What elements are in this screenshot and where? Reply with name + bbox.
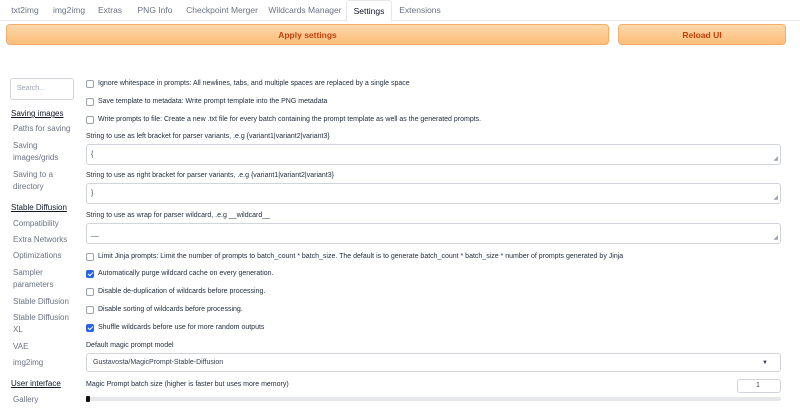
wildcard-wrap-value: __: [91, 230, 99, 237]
sidebar-item-compatibility[interactable]: Compatibility: [13, 219, 59, 228]
magic-model-select[interactable]: [86, 353, 781, 372]
sidebar-item-sdxl[interactable]: [13, 312, 69, 336]
tab-bar: [0, 0, 800, 21]
disable-dedup-label: Disable de-duplication of wildcards before processing.: [98, 288, 266, 295]
batch-size-slider-track[interactable]: [86, 397, 781, 401]
chevron-down-icon: ▼: [762, 360, 768, 366]
sidebar-item-label: images/grids: [13, 153, 59, 162]
auto-purge-label: Automatically purge wildcard cache on every generation.: [98, 270, 274, 277]
tab-png-info[interactable]: PNG Info: [137, 5, 173, 15]
ignore-whitespace-label: Ignore whitespace in prompts: All newlines, tabs, and multiple spaces are replaced by a single space: [98, 80, 410, 87]
right-bracket-label: String to use as right bracket for parser variants, .e.g {variant1|variant2|variant3}: [86, 172, 334, 179]
magic-model-value: Gustavosta/MagicPrompt-Stable-Diffusion: [93, 359, 224, 366]
sidebar-item-label: Stable Diffusion: [13, 313, 69, 322]
sidebar-item-optimizations[interactable]: Optimizations: [13, 251, 62, 260]
tab-settings[interactable]: Settings: [346, 0, 392, 22]
sidebar-header-user-interface[interactable]: User interface: [11, 379, 61, 388]
tab-checkpoint-merger[interactable]: Checkpoint Merger: [186, 5, 258, 15]
save-template-label: Save template to metadata: Write prompt template into the PNG metadata: [98, 98, 328, 105]
disable-sort-label: Disable sorting of wildcards before processing.: [98, 306, 243, 313]
write-prompts-checkbox[interactable]: [86, 116, 94, 124]
sidebar-item-stable-diffusion[interactable]: Stable Diffusion: [13, 297, 69, 306]
left-bracket-input[interactable]: [86, 144, 781, 165]
sidebar-header-saving-images[interactable]: Saving images: [11, 109, 64, 118]
disable-sort-checkbox[interactable]: [86, 306, 94, 314]
batch-size-slider-thumb[interactable]: [86, 396, 90, 402]
right-bracket-input[interactable]: [86, 183, 781, 204]
auto-purge-checkbox[interactable]: [86, 270, 94, 278]
apply-settings-button[interactable]: Apply settings: [6, 24, 609, 45]
batch-size-input[interactable]: [737, 379, 781, 393]
sidebar-item-label: Saving: [13, 141, 38, 150]
sidebar-item-paths[interactable]: Paths for saving: [13, 124, 71, 133]
resize-grip-icon[interactable]: ◢: [773, 235, 778, 241]
settings-search-input[interactable]: Search...: [10, 78, 74, 100]
sidebar-item-saving-grids[interactable]: [13, 140, 58, 164]
batch-size-value: 1: [756, 382, 760, 389]
save-template-checkbox[interactable]: [86, 98, 94, 106]
sidebar-item-label: XL: [13, 325, 23, 334]
shuffle-label: Shuffle wildcards before use for more random outputs: [98, 324, 265, 331]
limit-jinja-label: Limit Jinja prompts: Limit the number of prompts to batch_count * batch_size. The default is to generate batch_count * batch_size * number of prompts generated by Jinja: [98, 253, 624, 260]
batch-size-label: Magic Prompt batch size (higher is faster but uses more memory): [86, 381, 289, 388]
sidebar-item-sampler[interactable]: [13, 267, 53, 291]
shuffle-checkbox[interactable]: [86, 324, 94, 332]
sidebar-item-label: Sampler: [13, 268, 43, 277]
write-prompts-label: Write prompts to file: Create a new .txt file for every batch containing the prompt template as well as the generated prompts.: [98, 116, 482, 123]
disable-dedup-checkbox[interactable]: [86, 288, 94, 296]
resize-grip-icon[interactable]: ◢: [773, 156, 778, 162]
left-bracket-value: {: [91, 151, 94, 158]
reload-ui-button[interactable]: Reload UI: [618, 24, 786, 45]
sidebar-header-stable-diffusion[interactable]: Stable Diffusion: [11, 203, 67, 212]
wildcard-wrap-label: String to use as wrap for parser wildcard, .e.g __wildcard__: [86, 212, 271, 219]
wildcard-wrap-input[interactable]: [86, 223, 781, 244]
magic-model-label: Default magic prompt model: [86, 342, 174, 349]
limit-jinja-checkbox[interactable]: [86, 253, 94, 261]
right-bracket-value: }: [91, 190, 94, 197]
sidebar-item-img2img[interactable]: img2img: [13, 358, 44, 367]
left-bracket-label: String to use as left bracket for parser variants, .e.g {variant1|variant2|variant3}: [86, 133, 330, 140]
sidebar-item-saving-dir[interactable]: [13, 169, 53, 193]
tab-wildcards-manager[interactable]: Wildcards Manager: [268, 5, 342, 15]
sidebar-item-extra-networks[interactable]: Extra Networks: [13, 235, 68, 244]
sidebar-item-label: parameters: [13, 280, 54, 289]
sidebar-item-vae[interactable]: VAE: [13, 342, 29, 351]
resize-grip-icon[interactable]: ◢: [773, 195, 778, 201]
tab-txt2img[interactable]: txt2img: [11, 5, 39, 15]
sidebar-item-label: directory: [13, 182, 44, 191]
tab-img2img[interactable]: img2img: [52, 5, 86, 15]
tab-extras[interactable]: Extras: [97, 5, 123, 15]
sidebar-item-gallery[interactable]: Gallery: [13, 395, 39, 404]
ignore-whitespace-checkbox[interactable]: [86, 80, 94, 88]
sidebar-item-label: Saving to a: [13, 170, 54, 179]
tab-extensions[interactable]: Extensions: [399, 5, 441, 15]
